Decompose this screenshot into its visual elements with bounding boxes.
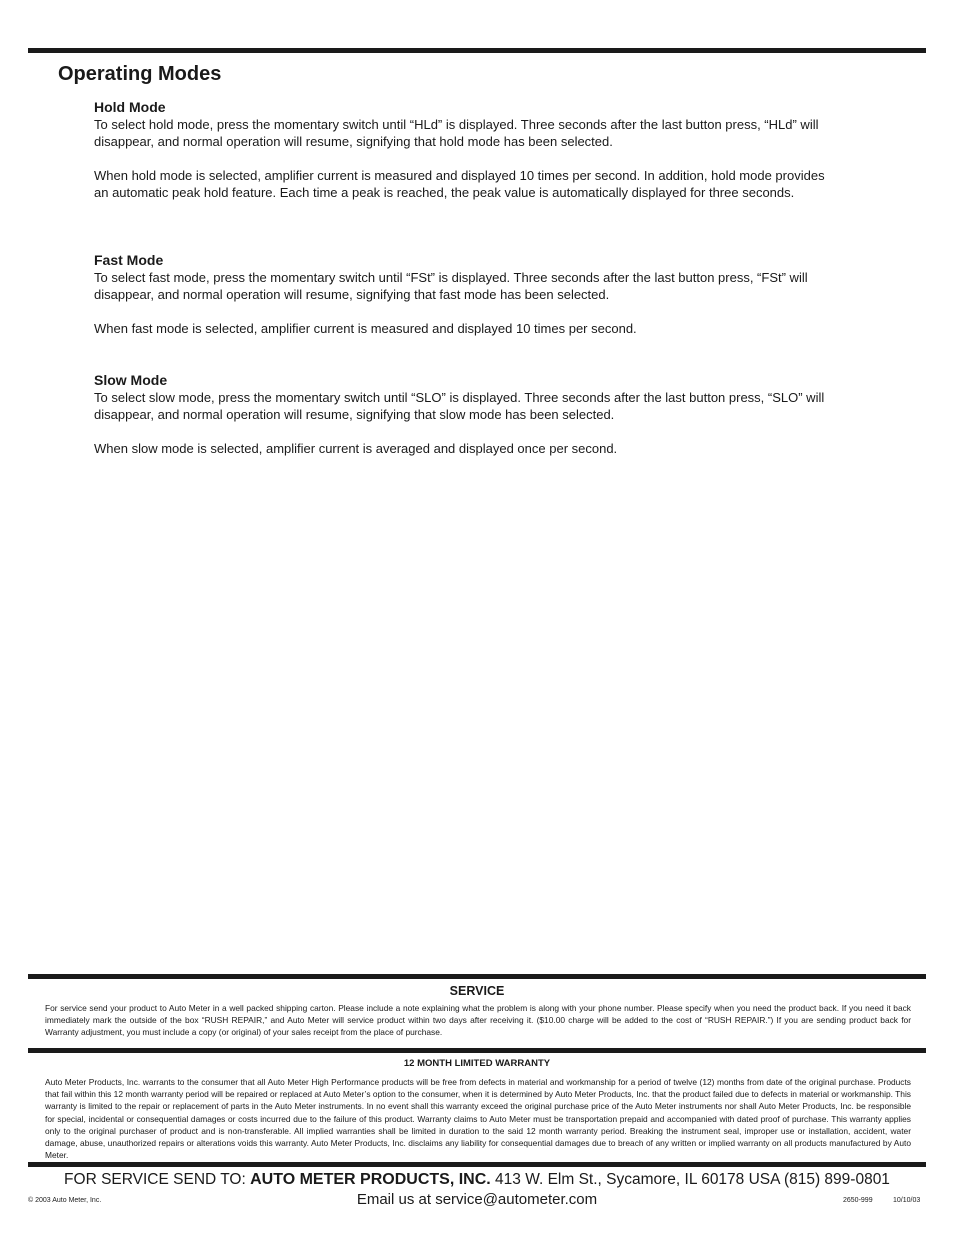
fast-mode-heading: Fast Mode <box>94 252 164 268</box>
page-title: Operating Modes <box>58 63 222 85</box>
hold-mode-heading: Hold Mode <box>94 99 166 115</box>
fast-mode-behavior-paragraph: When fast mode is selected, amplifier current is measured and displayed 10 times per second. <box>94 321 637 336</box>
send-to-prefix: FOR SERVICE SEND TO: <box>64 1171 246 1188</box>
hold-mode-behavior-paragraph: When hold mode is selected, amplifier current is measured and displayed 10 times per second. In addition, hold mode provides an automatic peak hold feature. Each time a peak is reached, the peak value is automatically displayed for three seconds. <box>94 168 825 200</box>
warranty-text: Auto Meter Products, Inc. warrants to the consumer that all Auto Meter High Performance products will be free from defects in material and workmanship for a period of twelve (12) months from date of the original purchase. Products that fail within this 12 month warranty period will be repaired or replaced at Auto Meter’s option to the consumer, when it is determined by Auto Meter Products, Inc. that the product failed due to defects in material or workmanship. This warranty is limited to the repair or replacement of parts in the Auto Meter instruments. In no event shall this warranty exceed the original purchase price of the Auto Meter instruments nor shall Auto Meter Products, Inc. be responsible for special, incidental or consequential damages or costs incurred due to the failure of this product. Warranty claims to Auto Meter must be transportation prepaid and accompanied with dated proof of purchase. This warranty applies only to the original purchaser of product and is non-transferable. All implied warranties shall be limited in duration to the said 12 month warranty period. Breaking the instrument seal, improper use or installation, accident, water damage, abuse, unauthorized repairs or alterations voids this warranty. Auto Meter Products, Inc. disclaims any liability for consequential damages due to breach of any written or implied warranty on all products manufactured by Auto Meter. <box>45 1077 911 1161</box>
service-rule <box>28 974 926 979</box>
company-name: AUTO METER PRODUCTS, INC. <box>250 1171 491 1188</box>
copyright-text: © 2003 Auto Meter, Inc. <box>28 1197 102 1204</box>
company-phone: (815) 899-0801 <box>783 1171 890 1188</box>
service-text: For service send your product to Auto Meter in a well packed shipping carton. Please include a note explaining what the problem is along with your phone number. Please specify when you need the product back. If you need it back immediately mark the outside of the box “RUSH REPAIR,” and Auto Meter will service product within two days after receiving it. ($10.00 charge will be added to the cost of “RUSH REPAIR.”) If you are sending product back for Warranty adjustment, you must include a copy (or original) of your sales receipt from the place of purchase. <box>45 1003 911 1038</box>
hold-mode-select-paragraph: To select hold mode, press the momentary switch until “HLd” is displayed. Three seconds after the last button press, “HLd” will disappear, and normal operation will resume, signifying that hold mode has been selected. <box>94 117 819 149</box>
slow-mode-heading: Slow Mode <box>94 372 168 388</box>
email-line: Email us at service@autometer.com <box>356 1191 598 1208</box>
fast-mode-section <box>94 252 834 337</box>
hold-mode-section <box>94 99 834 201</box>
service-title: SERVICE <box>449 984 505 998</box>
fast-mode-select-paragraph: To select fast mode, press the momentary switch until “FSt” is displayed. Three seconds after the last button press, “FSt” will disappear, and normal operation will resume, signifying that fast mode has been selected. <box>94 270 808 302</box>
service-address-line <box>0 1170 954 1190</box>
warranty-rule <box>28 1048 926 1053</box>
slow-mode-section <box>94 372 834 457</box>
slow-mode-select-paragraph: To select slow mode, press the momentary switch until “SLO” is displayed. Three seconds after the last button press, “SLO” will disappear, and normal operation will resume, signifying that slow mode has been selected. <box>94 390 825 422</box>
warranty-title: 12 MONTH LIMITED WARRANTY <box>403 1058 551 1069</box>
footer-rule <box>28 1162 926 1167</box>
company-address: 413 W. Elm St., Sycamore, IL 60178 USA <box>495 1171 780 1188</box>
top-rule <box>28 48 926 53</box>
document-date: 10/10/03 <box>893 1197 921 1204</box>
slow-mode-behavior-paragraph: When slow mode is selected, amplifier current is averaged and displayed once per second. <box>94 441 618 456</box>
part-number: 2650-999 <box>843 1197 873 1204</box>
